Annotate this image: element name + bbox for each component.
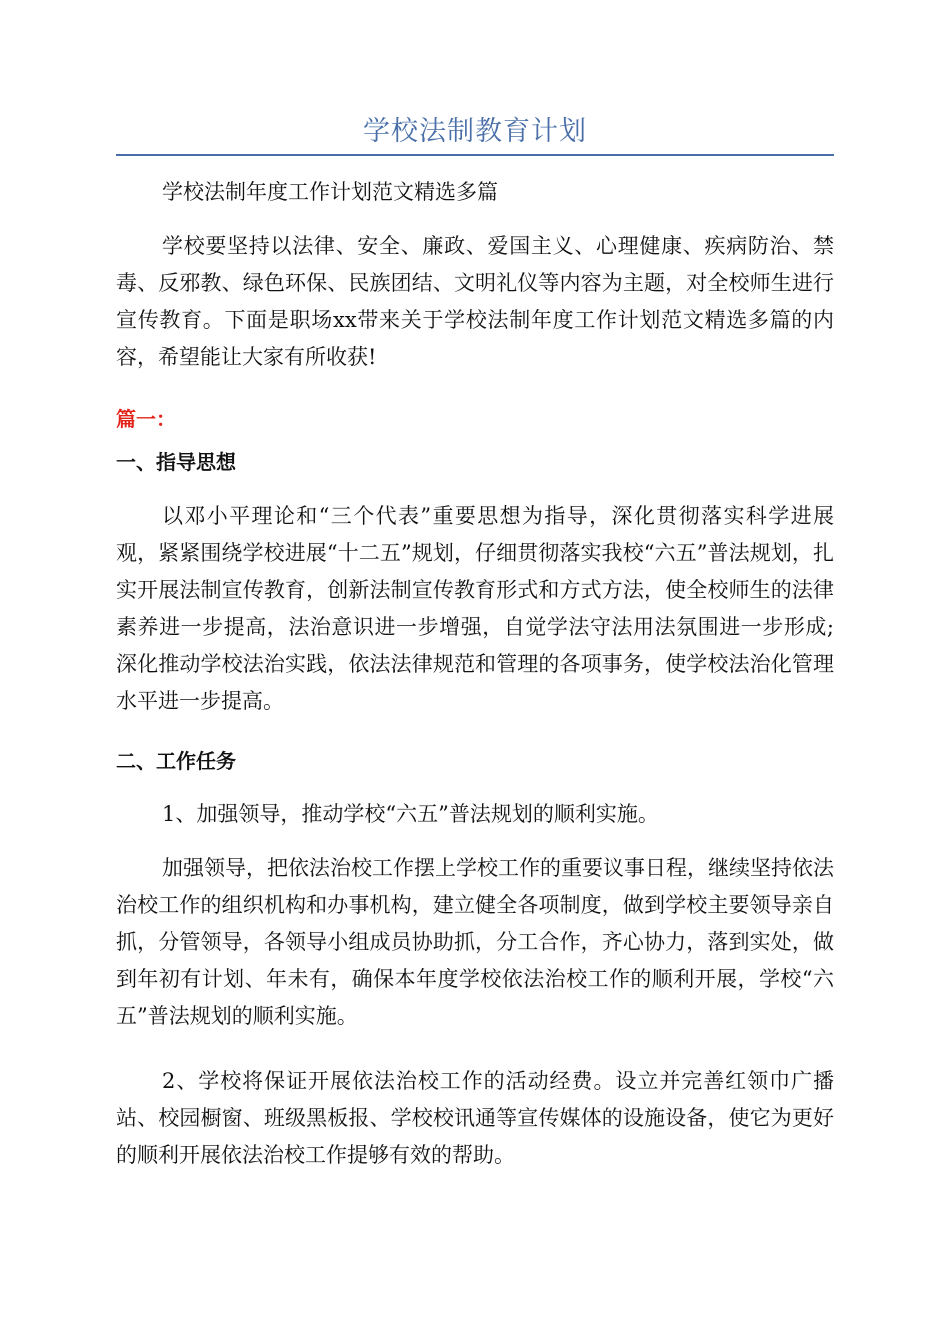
title-underline	[116, 154, 834, 156]
task1-paragraph: 加强领导，把依法治校工作摆上学校工作的重要议事日程，继续坚持依法治校工作的组织机构和办事机构，建立健全各项制度，做到学校主要领导亲自抓，分管领导，各领导小组成员协助抓，分工合作，齐心协力，落到实处，做到年初有计划、年未有，确保本年度学校依法治校工作的顺利开展，学校“六五”普法规划的顺利实施。	[116, 856, 834, 1028]
section1-paragraph: 以邓小平理论和“三个代表”重要思想为指导，深化贯彻落实科学进展观，紧紧围绕学校进展“十二五”规划，仔细贯彻落实我校“六五”普法规划，扎实开展法制宣传教育，创新法制宣传教育形式和方式方法，使全校师生的法律素养进一步提高，法治意识进一步增强，自觉学法守法用法氛围进一步形成;深化推动学校法治实践，依法法律规范和管理的各项事务，使学校法治化管理水平进一步提高。	[116, 504, 834, 713]
task1-title: 1、加强领导，推动学校“六五”普法规划的顺利实施。	[162, 802, 659, 826]
document-subtitle: 学校法制年度工作计划范文精选多篇	[162, 180, 498, 204]
section1-heading: 一、指导思想	[116, 450, 236, 474]
task2-paragraph: 2、学校将保证开展依法治校工作的活动经费。设立并完善红领巾广播站、校园橱窗、班级黑板报、学校校讯通等宣传媒体的设施设备，使它为更好的顺利开展依法治校工作提够有效的帮助。	[116, 1069, 834, 1167]
part-label: 篇一：	[116, 407, 176, 431]
document-title: 学校法制教育计划	[363, 116, 587, 147]
section2-heading: 二、工作任务	[116, 749, 236, 773]
intro-paragraph: 学校要坚持以法律、安全、廉政、爱国主义、心理健康、疾病防治、禁毒、反邪教、绿色环保、民族团结、文明礼仪等内容为主题，对全校师生进行宣传教育。下面是职场xx带来关于学校法制年度工作计划范文精选多篇的内容，希望能让大家有所收获!	[116, 234, 834, 369]
